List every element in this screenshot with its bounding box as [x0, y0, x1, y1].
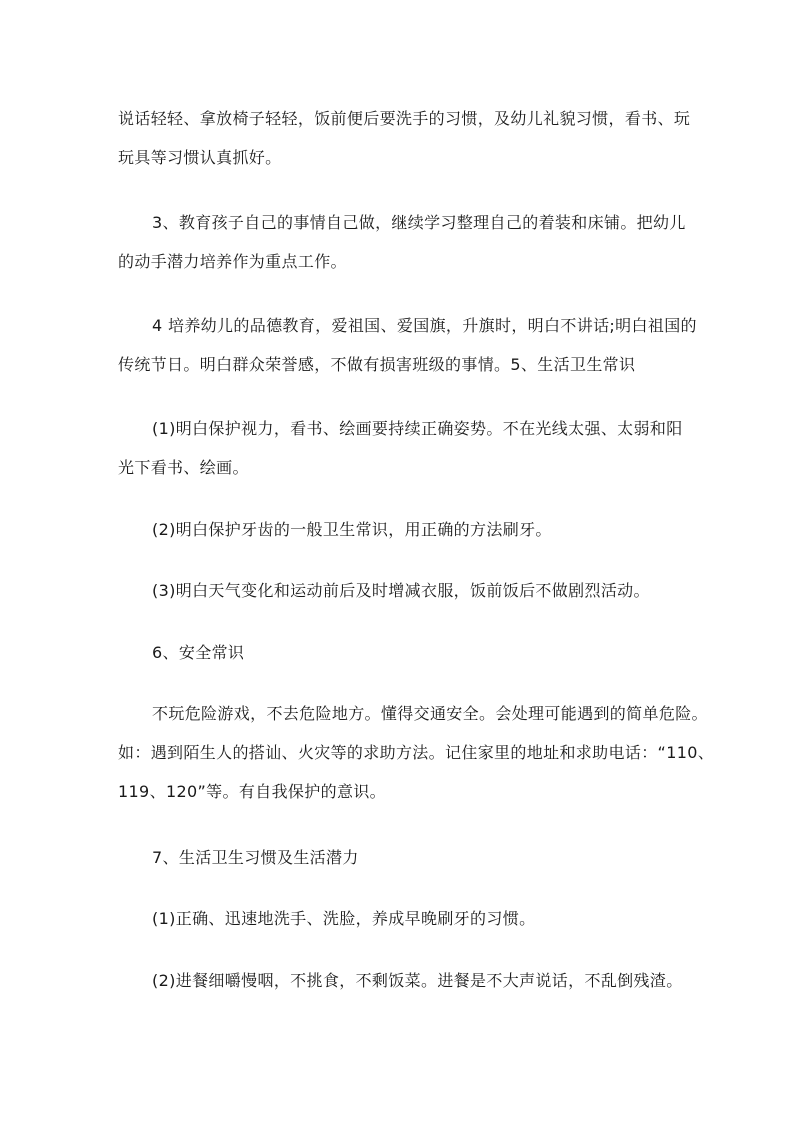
text-line: (2)明白保护牙齿的一般卫生常识，用正确的方法刷牙。: [152, 520, 552, 539]
paragraph-eating: [118, 961, 683, 1000]
paragraph-teeth: [118, 510, 680, 549]
text-line: 119、120”等。有自我保护的意识。: [118, 782, 387, 801]
paragraph-eyesight: [118, 409, 683, 487]
text-line: 3、教育孩子自己的事情自己做，继续学习整理自己的着装和床铺。把幼儿: [152, 213, 686, 232]
paragraph-hygiene-habits: [118, 99, 691, 177]
text-line: 不玩危险游戏，不去危险地方。懂得交通安全。会处理可能遇到的简单危险。: [152, 704, 708, 723]
paragraph-safety: [118, 694, 715, 811]
text-line: (2)进餐细嚼慢咽，不挑食，不剩饭菜。进餐是不大声说话，不乱倒残渣。: [152, 971, 683, 990]
paragraph-moral-education: [118, 306, 697, 384]
text-line: 6、安全常识: [152, 643, 245, 662]
text-line: 说话轻轻、拿放椅子轻轻，饭前便后要洗手的习惯，及幼儿礼貌习惯，看书、玩: [118, 109, 691, 128]
text-line: (1)正确、迅速地洗手、洗脸，养成早晚刷牙的习惯。: [152, 909, 536, 928]
text-line: 传统节日。明白群众荣誉感，不做有损害班级的事情。5、生活卫生常识: [118, 355, 636, 374]
heading-safety: [118, 633, 680, 672]
text-line: 4 培养幼儿的品德教育，爱祖国、爱国旗，升旗时，明白不讲话;明白祖国的: [152, 316, 697, 335]
text-line: 如：遇到陌生人的搭讪、火灾等的求助方法。记住家里的地址和求助电话：“110、: [118, 743, 715, 762]
text-line: (1)明白保护视力，看书、绘画要持续正确姿势。不在光线太强、太弱和阳: [152, 419, 683, 438]
text-line: 7、生活卫生习惯及生活潜力: [152, 848, 359, 867]
text-line: 光下看书、绘画。: [118, 458, 249, 477]
paragraph-weather-clothing: [118, 571, 680, 610]
heading-living-habits: [118, 838, 680, 877]
text-line: 玩具等习惯认真抓好。: [118, 148, 282, 167]
text-line: (3)明白天气变化和运动前后及时增减衣服，饭前饭后不做剧烈活动。: [152, 581, 650, 600]
text-line: 的动手潜力培养作为重点工作。: [118, 252, 347, 271]
paragraph-self-care: [118, 203, 686, 281]
paragraph-washing: [118, 899, 680, 938]
